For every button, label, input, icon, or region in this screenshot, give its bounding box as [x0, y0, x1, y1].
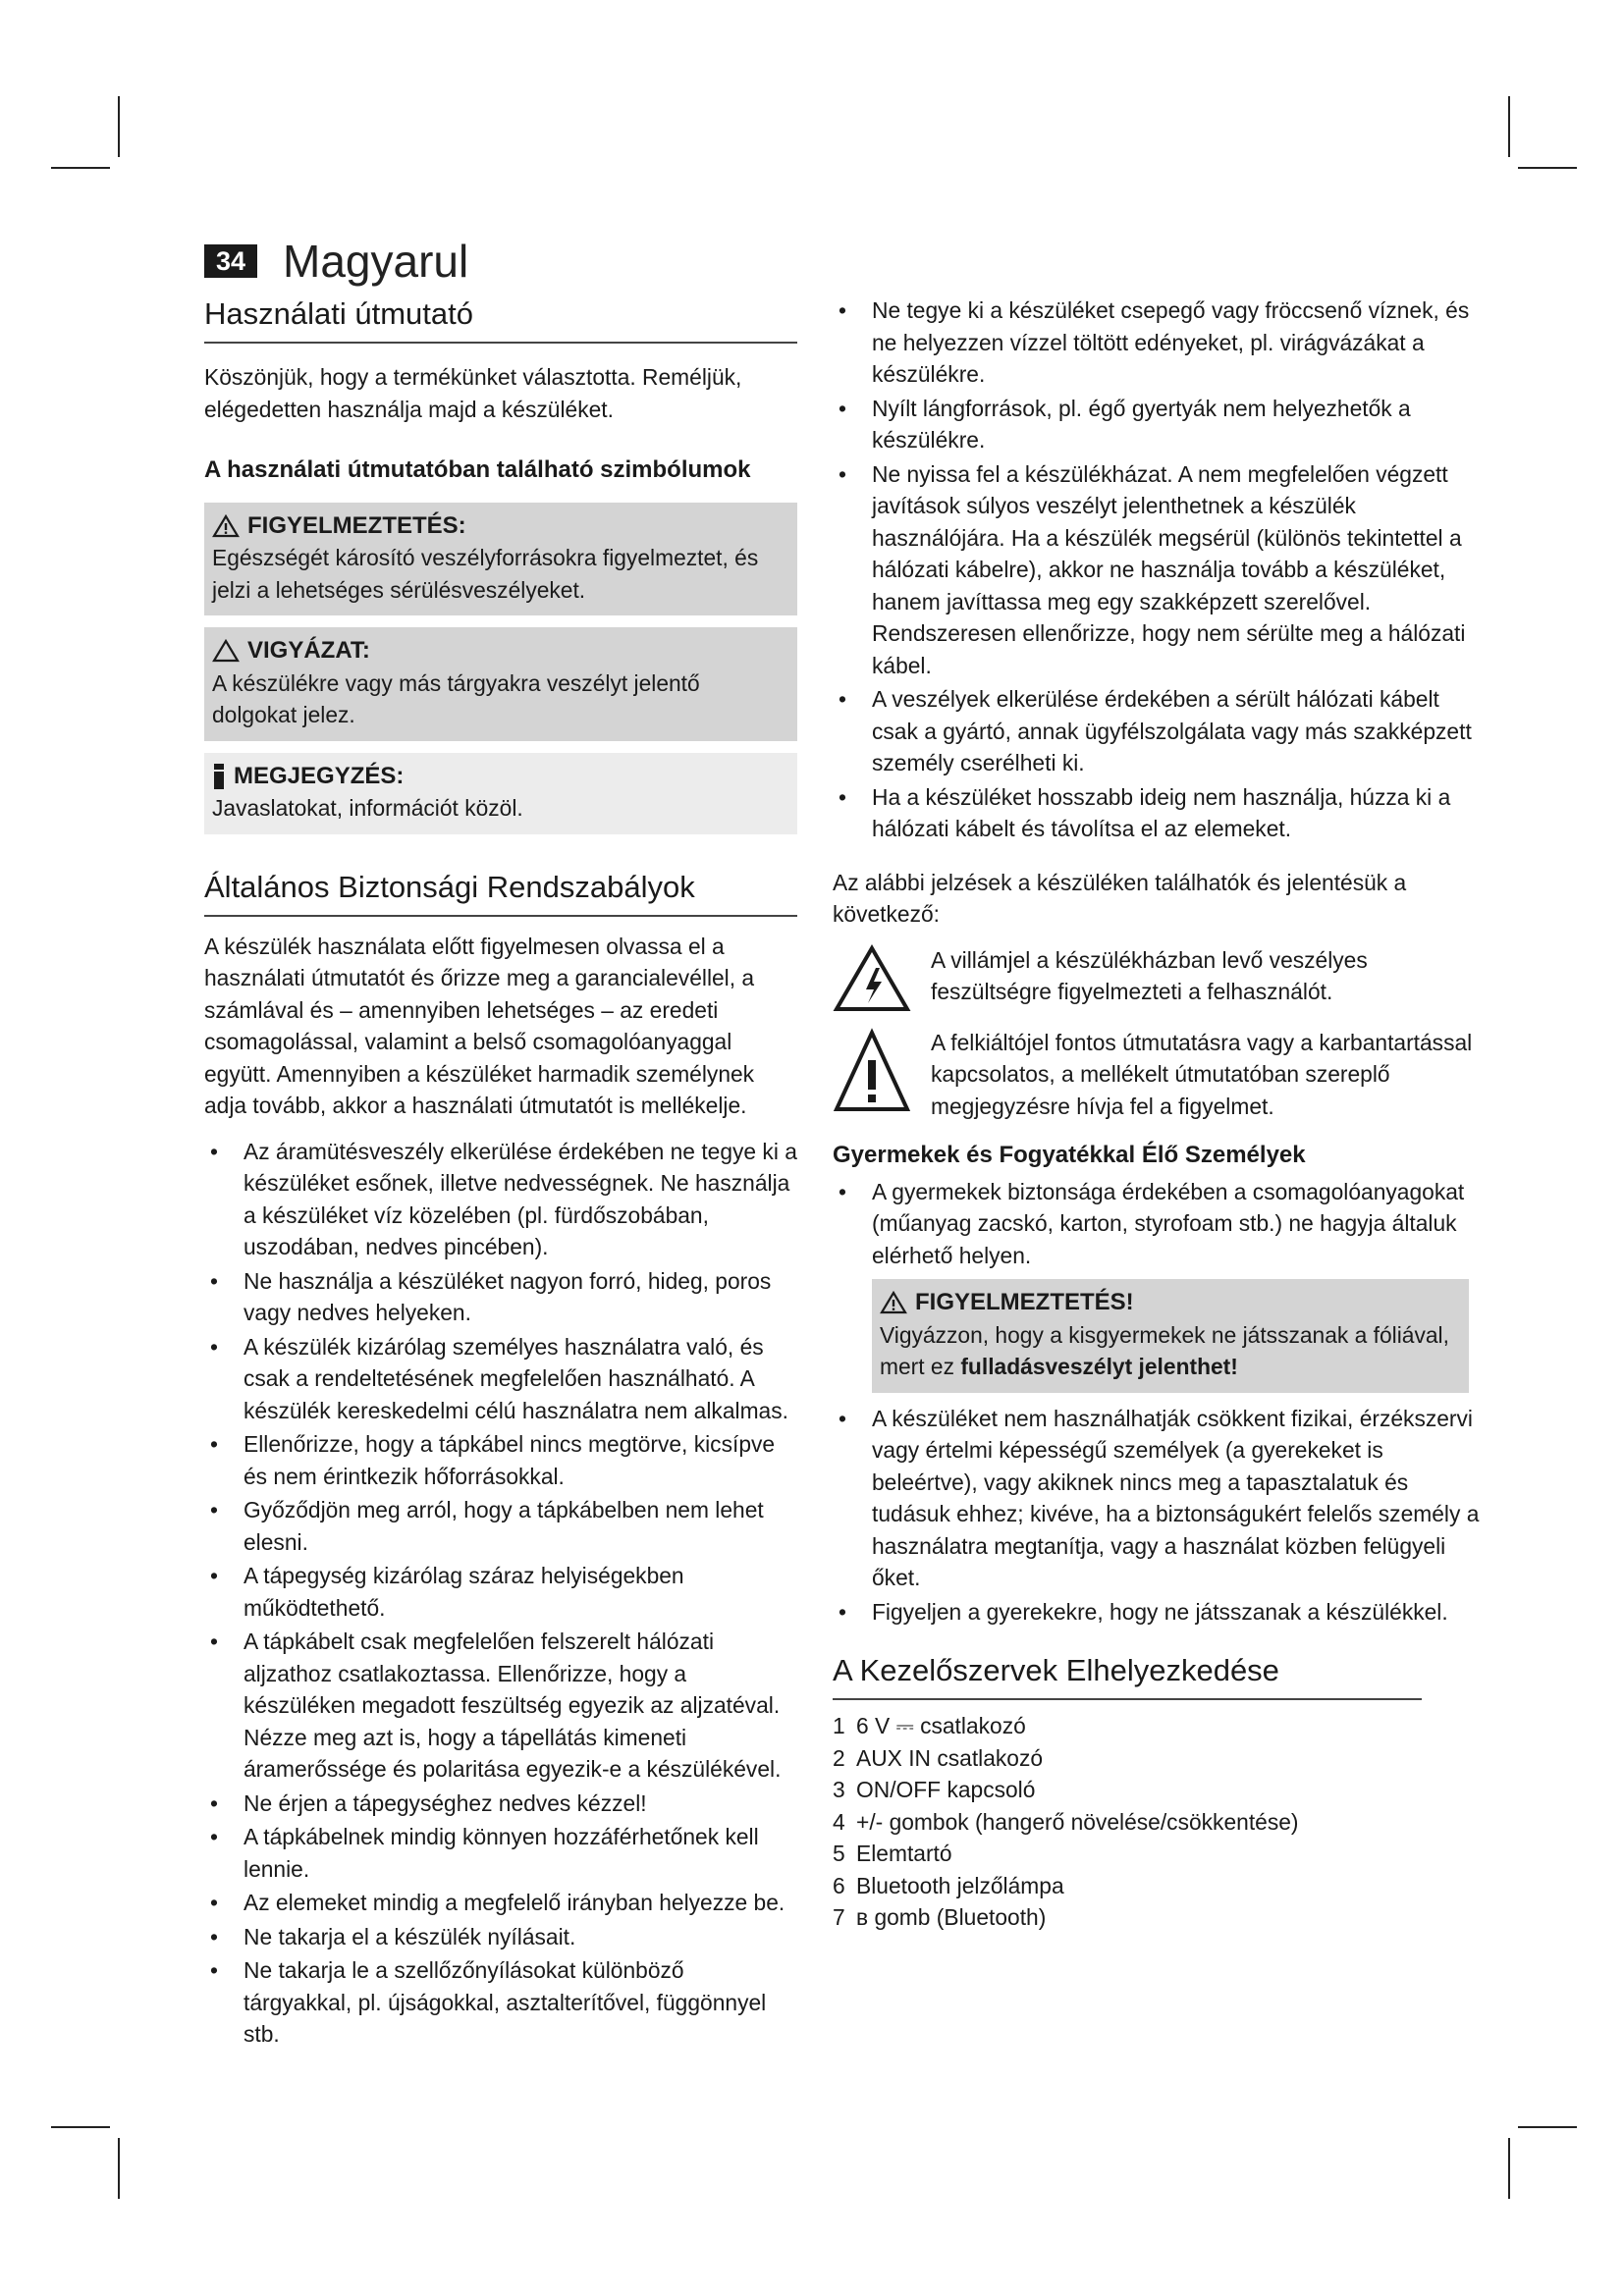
list-item: • Az áramütésveszély elkerülése érdekében ne tegye ki a készüléket esőnek, illetve nedvességnek. Ne használja a készüléket víz közelében (pl. fürdőszobában, uszodában, nedves pincében). [204, 1136, 797, 1263]
list-item: • A veszélyek elkerülése érdekében a sérült hálózati kábelt csak a gyártó, annak ügyfélszolgálata vagy más szakképzett személy cserélheti ki. [833, 683, 1490, 779]
crop-mark [118, 2138, 120, 2199]
children-list [833, 1176, 1490, 1272]
page-header [204, 232, 468, 291]
symbols-heading: A használati útmutatóban található szimbólumok [204, 456, 751, 483]
crop-mark [51, 2126, 110, 2128]
list-item: • Az elemeket mindig a megfelelő irányban helyezze be. [204, 1887, 797, 1919]
list-item: • Ha a készüléket hosszabb ideig nem használja, húzza ki a hálózati kábelt és távolítsa el az elemeket. [833, 781, 1490, 845]
list-item: • A tápkábelt csak megfelelően felszerelt hálózati aljzathoz csatlakoztassa. Ellenőrizze, hogy a készüléken megadott feszültség egyezik az aljzatéval. Nézze meg azt is, hogy a tápellátás kimeneti áramerőssége és polaritása egyezik-e a készülékével. [204, 1626, 797, 1786]
list-item: 1 6 V ⎓ csatlakozó [833, 1713, 1026, 1738]
list-item: • A tápegység kizárólag száraz helyiségekben működtethető. [204, 1560, 797, 1624]
list-item: 7 ʙ gomb (Bluetooth) [833, 1904, 1047, 1930]
list-item: • A készüléket nem használhatják csökkent fizikai, érzékszervi vagy értelmi képességű személyek (a gyerekeket is beleértve), vagy akiknek nincs meg a tapasztalatuk és tudásuk ehhez; kivéve, ha a biztonságukért felelős személy a használatra megtanítja, vagy a használat közben felügyeli őket. [833, 1403, 1490, 1594]
safety-list-continued [833, 294, 1490, 845]
note-text: Javaslatokat, információt közöl. [212, 795, 523, 821]
child-warning-box [872, 1279, 1469, 1393]
safety-intro: A készülék használata előtt figyelmesen olvassa el a használati útmutatót és őrizze meg a garancialevéllel, a számlával és – amennyiben lehetséges – az eredeti csomagolással, valamint a belső csomagolóanyaggal együtt. Amennyiben a készüléket harmadik személynek adja tovább, akkor a használati útmutatót is mellékelje. [204, 933, 755, 1118]
info-icon [212, 764, 226, 789]
crop-mark [51, 167, 110, 169]
child-warning-text: Vigyázzon, hogy a kisgyermekek ne játsszanak a fóliával, mert ez fulladásveszélyt jelenthet! [880, 1321, 1449, 1379]
note-title: MEGJEGYZÉS: [234, 762, 405, 789]
list-item: • A gyermekek biztonsága érdekében a csomagolóanyagokat (műanyag zacskó, karton, styrofoam stb.) ne hagyja általuk elérhető helyen. [833, 1176, 1490, 1272]
warning-triangle-icon [212, 514, 240, 538]
lightning-symbol-row [833, 944, 1490, 1013]
section-title-manual: Használati útmutató [204, 294, 797, 344]
section-title-controls: A Kezelőszervek Elhelyezkedése [833, 1651, 1422, 1700]
list-item: 4 +/- gombok (hangerő növelése/csökkentése) [833, 1808, 1299, 1835]
list-item: • Ne érjen a tápegységhez nedves kézzel! [204, 1788, 797, 1820]
list-item: • Ellenőrizze, hogy a tápkábel nincs megtörve, kicsípve és nem érintkezik hőforrásokkal. [204, 1428, 797, 1492]
lightning-text: A villámjel a készülékházban levő veszélyes feszültségre figyelmezteti a felhasználót. [931, 946, 1368, 1004]
symbols-intro: Az alábbi jelzések a készüléken találhatók és jelentésük a következő: [833, 869, 1407, 927]
safety-list [204, 1136, 797, 2051]
list-item: • Ne tegye ki a készüléket csepegő vagy fröccsenő víznek, és ne helyezzen vízzel töltött edényeket, pl. virágvázákat a készülékre. [833, 294, 1490, 391]
exclamation-text: A felkiáltójel fontos útmutatásra vagy a karbantartással kapcsolatos, a mellékelt útmutatóban szereplő megjegyzésre hívja fel a figyelmet. [931, 1029, 1473, 1119]
list-item: • Figyeljen a gyerekekre, hogy ne játsszanak a készülékkel. [833, 1596, 1490, 1629]
suffocation-warning: fulladásveszélyt jelenthet! [960, 1354, 1238, 1379]
child-warning-title: FIGYELMEZTETÉS! [915, 1289, 1134, 1315]
caution-text: A készülékre vagy más tárgyakra veszélyt jelentő dolgokat jelez. [212, 669, 700, 727]
crop-mark [1518, 2126, 1577, 2128]
warning-text: Egészségét károsító veszélyforrásokra figyelmeztet, és jelzi a lehetséges sérülésveszélyeket. [212, 545, 759, 603]
left-column [204, 294, 797, 2053]
section-title-safety: Általános Biztonsági Rendszabályok [204, 868, 797, 917]
warning-title: FIGYELMEZTETÉS: [247, 511, 466, 539]
children-list-continued [833, 1403, 1490, 1629]
list-item: 2 AUX IN csatlakozó [833, 1744, 1044, 1771]
list-item: • A készülék kizárólag személyes használatra való, és csak a rendeltetésének megfelelően használható. A készülék kereskedelmi célú használatra nem alkalmas. [204, 1331, 797, 1427]
crop-mark [1518, 167, 1577, 169]
intro-text: Köszönjük, hogy a termékünket választotta. Reméljük, elégedetten használja majd a készüléket. [204, 364, 742, 422]
crop-mark [1508, 96, 1510, 157]
crop-mark [118, 96, 120, 157]
right-column [833, 294, 1490, 1934]
list-item: 5 Elemtartó [833, 1841, 952, 1866]
children-heading: Gyermekek és Fogyatékkal Élő Személyek [833, 1142, 1306, 1168]
crop-mark [1508, 2138, 1510, 2199]
list-item: • Nyílt lángforrások, pl. égő gyertyák nem helyezhetők a készülékre. [833, 393, 1490, 456]
list-item: • A tápkábelnek mindig könnyen hozzáférhetőnek kell lennie. [204, 1821, 797, 1885]
list-item: • Ne nyissa fel a készülékházat. A nem megfelelően végzett javítások súlyos veszélyt jelenthetnek a készülék használójára. Ha a készülék megsérül (különös tekintettel a hálózati kábelre), akkor ne használja tovább a készüléket, hanem javíttassa meg egy szakképzett szerelővel. Rendszeresen ellenőrizze, hogy nem sérülte meg a hálózati kábel. [833, 458, 1490, 682]
page-number: 34 [204, 244, 257, 278]
language-title: Magyarul [283, 236, 469, 287]
list-item: • Ne takarja el a készülék nyílásait. [204, 1921, 797, 1953]
caution-triangle-icon [212, 639, 240, 663]
caution-title: VIGYÁZAT: [247, 637, 370, 664]
list-item: • Ne használja a készüléket nagyon forró, hideg, poros vagy nedves helyeken. [204, 1265, 797, 1329]
note-box [204, 753, 797, 834]
caution-box [204, 627, 797, 741]
exclamation-symbol-row [833, 1027, 1490, 1123]
exclamation-warning-icon [833, 1027, 911, 1115]
lightning-warning-icon [833, 944, 911, 1013]
list-item: • Győződjön meg arról, hogy a tápkábelben nem lehet elesni. [204, 1494, 797, 1558]
warning-box [204, 503, 797, 616]
controls-list [833, 1710, 1490, 1934]
list-item: • Ne takarja le a szellőzőnyílásokat különböző tárgyakkal, pl. újságokkal, asztalterítővel, függönnyel stb. [204, 1954, 797, 2051]
warning-triangle-icon [880, 1291, 907, 1314]
list-item: 3 ON/OFF kapcsoló [833, 1777, 1036, 1802]
list-item: 6 Bluetooth jelzőlámpa [833, 1872, 1064, 1898]
